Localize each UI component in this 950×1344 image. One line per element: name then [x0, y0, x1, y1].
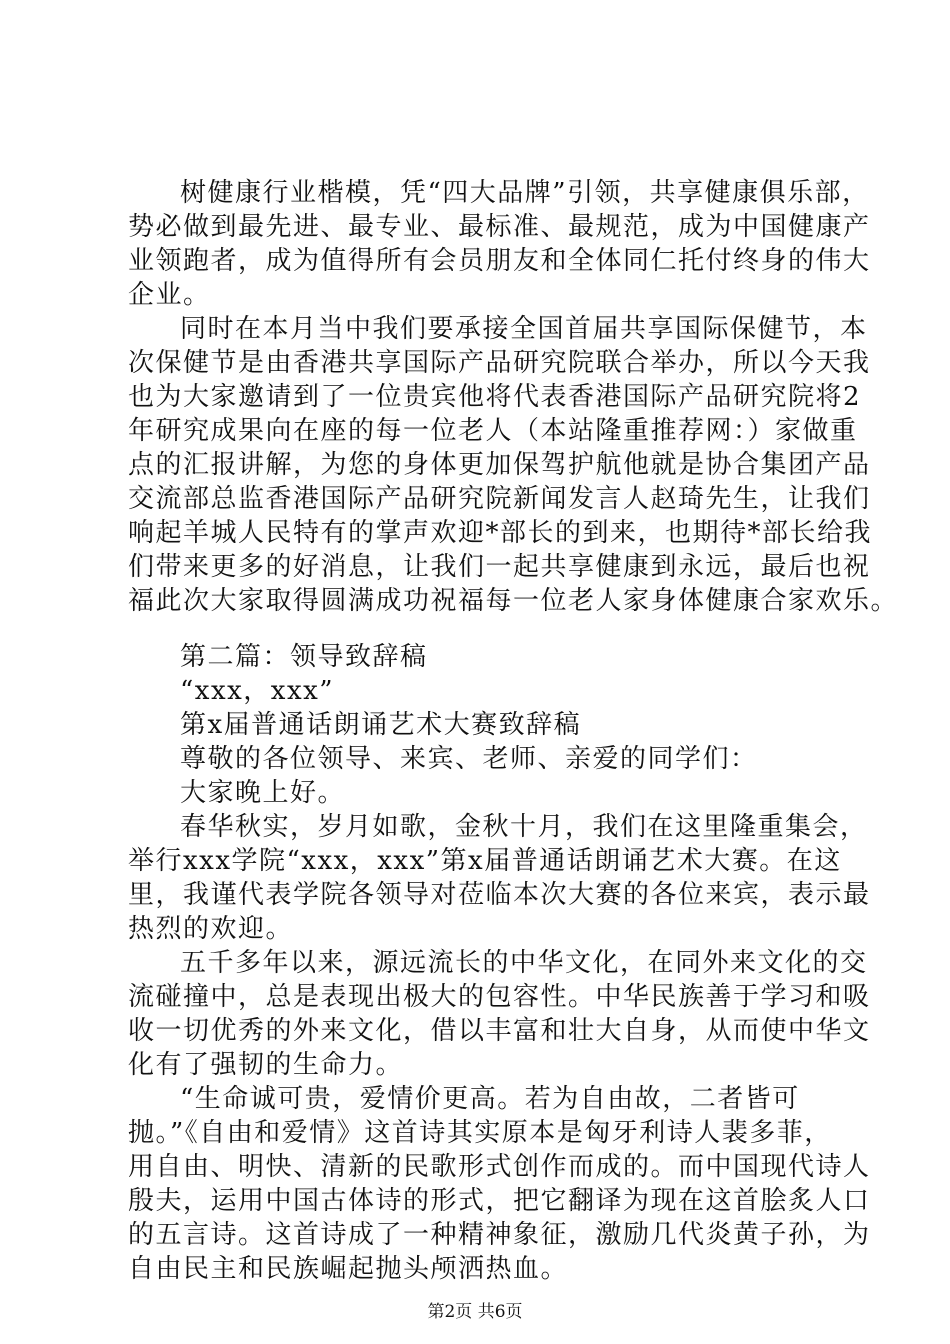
text-line: 里，我谨代表学院各领导对莅临本次大赛的各位来宾，表示最 — [128, 880, 871, 910]
text-line: 势必做到最先进、最专业、最标准、最规范，成为中国健康产 — [128, 212, 871, 242]
text-line: “生命诚可贵，爱情价更高。若为自由故，二者皆可 — [180, 1084, 800, 1114]
text-line: 响起羊城人民特有的掌声欢迎*部长的到来，也期待*部长给我 — [128, 518, 873, 548]
text-line: 的五言诗。这首诗成了一种精神象征，激励几代炎黄子孙，为 — [128, 1220, 871, 1250]
text-line: 流碰撞中，总是表现出极大的包容性。中华民族善于学习和吸 — [128, 982, 871, 1012]
text-line: 用自由、明快、清新的民歌形式创作而成的。而中国现代诗人 — [128, 1152, 871, 1182]
text-line: 年研究成果向在座的每一位老人（本站隆重推荐网：）家做重 — [128, 416, 858, 446]
text-line: 交流部总监香港国际产品研究院新闻发言人赵琦先生，让我们 — [128, 484, 871, 514]
text-line: 福此次大家取得圆满成功祝福每一位老人家身体健康合家欢乐。 — [128, 586, 899, 616]
text-line: 大家晚上好。 — [180, 778, 346, 808]
section-heading: 第二篇：领导致辞稿 — [180, 642, 428, 672]
text-line: 春华秋实，岁月如歌，金秋十月，我们在这里隆重集会， — [180, 812, 868, 842]
text-line: 举行xxx学院“xxx，xxx”第x届普通话朗诵艺术大赛。在这 — [128, 846, 842, 876]
text-line: 化有了强韧的生命力。 — [128, 1050, 404, 1080]
text-line: 树健康行业楷模，凭“四大品牌”引领，共享健康俱乐部， — [180, 178, 870, 208]
text-line: 热烈的欢迎。 — [128, 914, 294, 944]
text-line: 业领跑者，成为值得所有会员朋友和全体同仁托付终身的伟大 — [128, 246, 871, 276]
text-line: 自由民主和民族崛起抛头颅洒热血。 — [128, 1254, 569, 1284]
text-line: 们带来更多的好消息，让我们一起共享健康到永远，最后也祝 — [128, 552, 871, 582]
text-line: “xxx，xxx” — [180, 676, 335, 706]
text-line: 殷夫，运用中国古体诗的形式，把它翻译为现在这首脍炙人口 — [128, 1186, 871, 1216]
text-line: 点的汇报讲解，为您的身体更加保驾护航他就是协合集团产品 — [128, 450, 871, 480]
text-line: 第x届普通话朗诵艺术大赛致辞稿 — [180, 710, 582, 740]
text-line: 五千多年以来，源远流长的中华文化，在同外来文化的交 — [180, 948, 868, 978]
page-footer: 第2页 共6页 — [427, 1302, 523, 1322]
text-line: 收一切优秀的外来文化，借以丰富和壮大自身，从而使中华文 — [128, 1016, 871, 1046]
text-line: 抛。”《自由和爱情》这首诗其实原本是匈牙利诗人裴多菲， — [128, 1118, 832, 1148]
text-line: 尊敬的各位领导、来宾、老师、亲爱的同学们： — [180, 744, 758, 774]
text-line: 企业。 — [128, 280, 211, 310]
text-line: 同时在本月当中我们要承接全国首届共享国际保健节，本 — [180, 314, 868, 344]
text-line: 次保健节是由香港共享国际产品研究院联合举办，所以今天我 — [128, 348, 871, 378]
text-line: 也为大家邀请到了一位贵宾他将代表香港国际产品研究院将2 — [128, 382, 862, 412]
